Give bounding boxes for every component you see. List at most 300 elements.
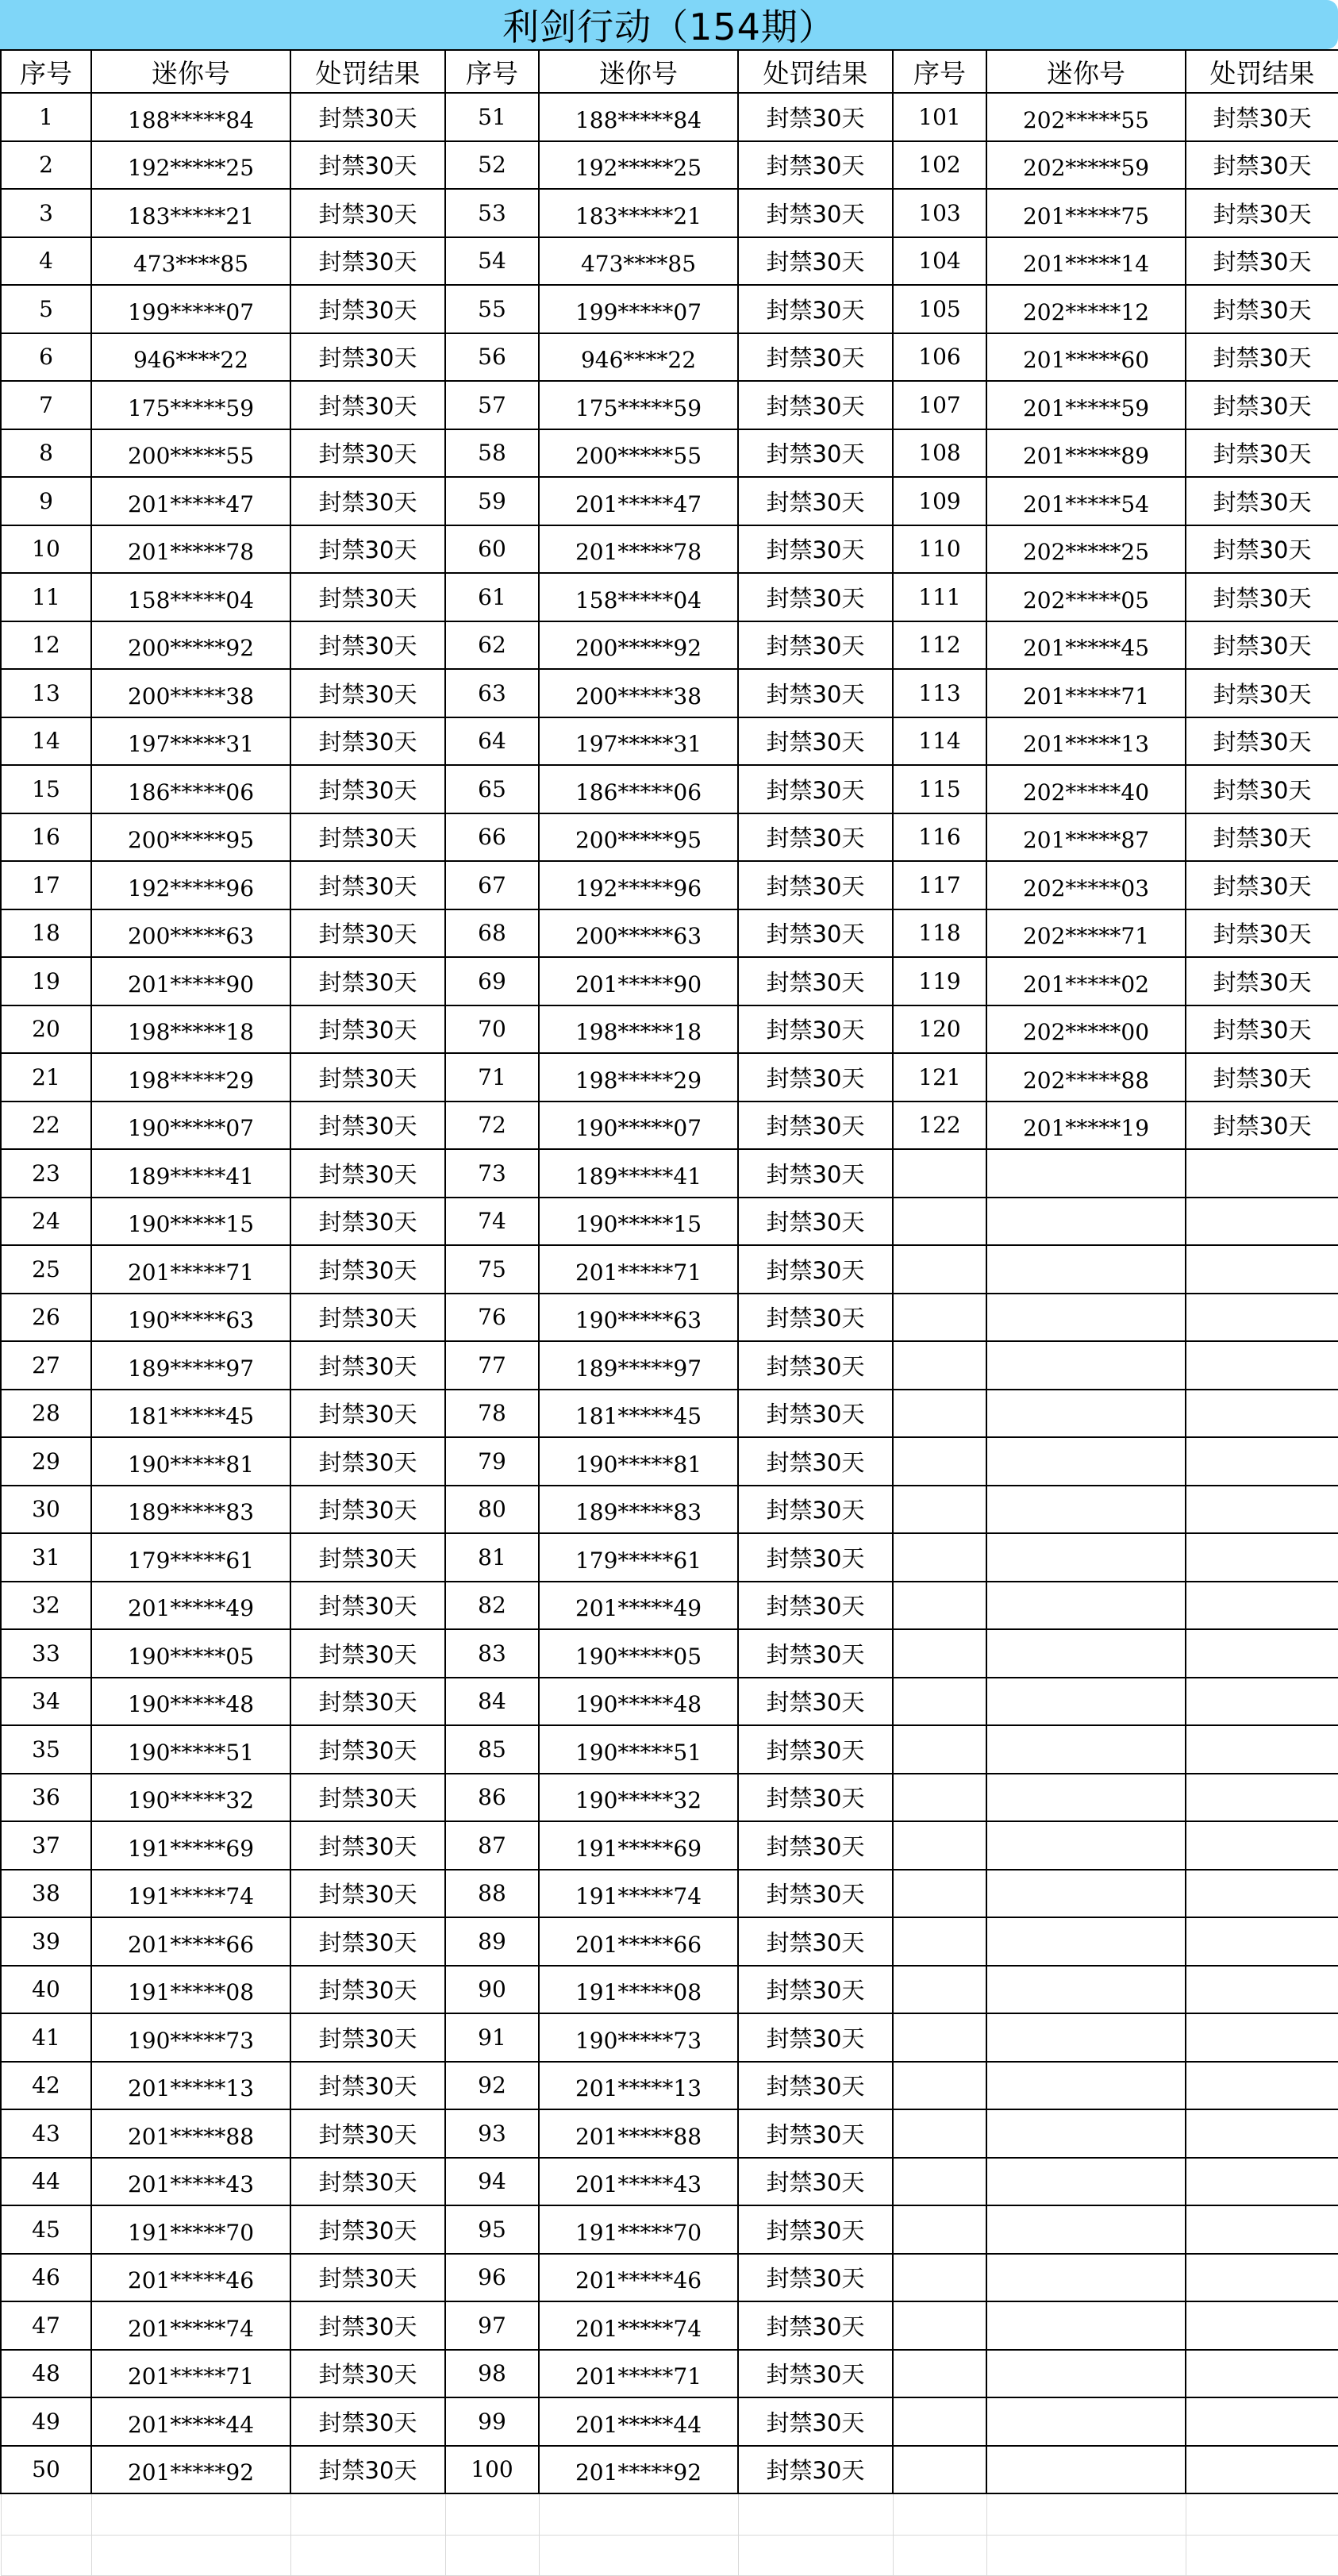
empty-cell[interactable] [893,2350,986,2398]
empty-cell[interactable] [986,1294,1186,1342]
result-cell[interactable]: 封禁30天 [738,765,893,813]
result-cell[interactable]: 封禁30天 [290,1390,445,1438]
result-cell[interactable]: 封禁30天 [290,861,445,909]
result-cell[interactable]: 封禁30天 [738,2397,893,2446]
mini-id-cell[interactable]: 201*****66 [91,1917,290,1966]
empty-cell[interactable] [986,1437,1186,1486]
mini-id-cell[interactable]: 191*****74 [91,1870,290,1918]
mini-id-cell[interactable]: 158*****04 [539,573,738,621]
result-cell[interactable]: 封禁30天 [738,1341,893,1390]
seq-cell[interactable]: 11 [1,573,91,621]
header-seq[interactable]: 序号 [893,50,986,93]
empty-cell[interactable] [893,1774,986,1822]
seq-cell[interactable]: 3 [1,189,91,237]
mini-id-cell[interactable]: 189*****97 [539,1341,738,1390]
mini-id-cell[interactable]: 189*****83 [539,1486,738,1534]
seq-cell[interactable]: 58 [445,429,539,478]
mini-id-cell[interactable]: 189*****97 [91,1341,290,1390]
result-cell[interactable]: 封禁30天 [290,1629,445,1678]
result-cell[interactable]: 封禁30天 [1186,717,1338,766]
mini-id-cell[interactable]: 179*****61 [91,1533,290,1582]
empty-cell[interactable] [986,1725,1186,1774]
result-cell[interactable]: 封禁30天 [738,477,893,525]
empty-cell[interactable] [986,1966,1186,2014]
result-cell[interactable]: 封禁30天 [738,285,893,333]
seq-cell[interactable]: 61 [445,573,539,621]
seq-cell[interactable]: 14 [1,717,91,766]
seq-cell[interactable]: 57 [445,381,539,429]
seq-cell[interactable]: 53 [445,189,539,237]
mini-id-cell[interactable]: 201*****89 [986,429,1186,478]
empty-cell[interactable] [1186,2301,1338,2350]
result-cell[interactable]: 封禁30天 [738,1053,893,1102]
result-cell[interactable]: 封禁30天 [290,2013,445,2062]
result-cell[interactable]: 封禁30天 [1186,429,1338,478]
seq-cell[interactable]: 19 [1,957,91,1005]
mini-id-cell[interactable]: 201*****13 [986,717,1186,766]
empty-cell[interactable] [893,2205,986,2254]
empty-cell[interactable] [91,2535,290,2576]
seq-cell[interactable]: 33 [1,1629,91,1678]
header-seq[interactable]: 序号 [445,50,539,93]
result-cell[interactable]: 封禁30天 [738,1005,893,1054]
result-cell[interactable]: 封禁30天 [290,1774,445,1822]
empty-cell[interactable] [1186,1966,1338,2014]
mini-id-cell[interactable]: 175*****59 [91,381,290,429]
mini-id-cell[interactable]: 202*****88 [986,1053,1186,1102]
empty-cell[interactable] [893,2158,986,2206]
mini-id-cell[interactable]: 202*****59 [986,141,1186,190]
seq-cell[interactable]: 114 [893,717,986,766]
seq-cell[interactable]: 90 [445,1966,539,2014]
seq-cell[interactable]: 71 [445,1053,539,1102]
empty-cell[interactable] [1186,1582,1338,1630]
result-cell[interactable]: 封禁30天 [738,1966,893,2014]
result-cell[interactable]: 封禁30天 [1186,237,1338,286]
mini-id-cell[interactable]: 197*****31 [539,717,738,766]
result-cell[interactable]: 封禁30天 [290,2109,445,2158]
empty-cell[interactable] [893,2109,986,2158]
mini-id-cell[interactable]: 190*****32 [539,1774,738,1822]
empty-cell[interactable] [986,2158,1186,2206]
seq-cell[interactable]: 17 [1,861,91,909]
result-cell[interactable]: 封禁30天 [738,1149,893,1198]
empty-cell[interactable] [1186,2397,1338,2446]
mini-id-cell[interactable]: 201*****54 [986,477,1186,525]
result-cell[interactable]: 封禁30天 [738,2254,893,2302]
seq-cell[interactable]: 52 [445,141,539,190]
seq-cell[interactable]: 89 [445,1917,539,1966]
mini-id-cell[interactable]: 189*****83 [91,1486,290,1534]
mini-id-cell[interactable]: 175*****59 [539,381,738,429]
result-cell[interactable]: 封禁30天 [290,1821,445,1870]
seq-cell[interactable]: 69 [445,957,539,1005]
result-cell[interactable]: 封禁30天 [290,2254,445,2302]
result-cell[interactable]: 封禁30天 [738,1725,893,1774]
seq-cell[interactable]: 34 [1,1678,91,1726]
empty-cell[interactable] [986,2254,1186,2302]
empty-cell[interactable] [893,1582,986,1630]
seq-cell[interactable]: 45 [1,2205,91,2254]
mini-id-cell[interactable]: 201*****13 [539,2062,738,2110]
seq-cell[interactable]: 18 [1,909,91,958]
mini-id-cell[interactable]: 199*****07 [91,285,290,333]
seq-cell[interactable]: 63 [445,669,539,717]
mini-id-cell[interactable]: 183*****21 [539,189,738,237]
mini-id-cell[interactable]: 201*****49 [91,1582,290,1630]
result-cell[interactable]: 封禁30天 [738,237,893,286]
result-cell[interactable]: 封禁30天 [738,861,893,909]
result-cell[interactable]: 封禁30天 [738,1678,893,1726]
seq-cell[interactable]: 43 [1,2109,91,2158]
mini-id-cell[interactable]: 192*****96 [91,861,290,909]
seq-cell[interactable]: 23 [1,1149,91,1198]
empty-cell[interactable] [986,2397,1186,2446]
empty-cell[interactable] [893,2254,986,2302]
mini-id-cell[interactable]: 191*****08 [91,1966,290,2014]
result-cell[interactable]: 封禁30天 [738,1198,893,1246]
mini-id-cell[interactable]: 202*****71 [986,909,1186,958]
empty-cell[interactable] [986,1198,1186,1246]
empty-cell[interactable] [893,1294,986,1342]
header-mini-id[interactable]: 迷你号 [539,50,738,93]
seq-cell[interactable]: 56 [445,333,539,382]
seq-cell[interactable]: 16 [1,813,91,862]
mini-id-cell[interactable]: 192*****96 [539,861,738,909]
seq-cell[interactable]: 28 [1,1390,91,1438]
seq-cell[interactable]: 102 [893,141,986,190]
seq-cell[interactable]: 7 [1,381,91,429]
empty-cell[interactable] [986,1629,1186,1678]
seq-cell[interactable]: 30 [1,1486,91,1534]
result-cell[interactable]: 封禁30天 [1186,141,1338,190]
mini-id-cell[interactable]: 200*****95 [539,813,738,862]
empty-cell[interactable] [1186,2446,1338,2494]
empty-cell[interactable] [1186,1629,1338,1678]
mini-id-cell[interactable]: 201*****71 [91,2350,290,2398]
result-cell[interactable]: 封禁30天 [1186,189,1338,237]
result-cell[interactable]: 封禁30天 [290,1582,445,1630]
result-cell[interactable]: 封禁30天 [738,2205,893,2254]
result-cell[interactable]: 封禁30天 [738,2013,893,2062]
seq-cell[interactable]: 62 [445,621,539,670]
mini-id-cell[interactable]: 189*****41 [539,1149,738,1198]
mini-id-cell[interactable]: 202*****25 [986,525,1186,574]
mini-id-cell[interactable]: 201*****78 [91,525,290,574]
result-cell[interactable]: 封禁30天 [1186,669,1338,717]
seq-cell[interactable]: 99 [445,2397,539,2446]
seq-cell[interactable]: 97 [445,2301,539,2350]
result-cell[interactable]: 封禁30天 [738,1582,893,1630]
mini-id-cell[interactable]: 201*****75 [986,189,1186,237]
mini-id-cell[interactable]: 201*****71 [91,1245,290,1294]
result-cell[interactable]: 封禁30天 [290,1053,445,1102]
result-cell[interactable]: 封禁30天 [738,957,893,1005]
result-cell[interactable]: 封禁30天 [290,1341,445,1390]
seq-cell[interactable]: 51 [445,93,539,141]
result-cell[interactable]: 封禁30天 [738,2109,893,2158]
empty-cell[interactable] [986,2350,1186,2398]
seq-cell[interactable]: 44 [1,2158,91,2206]
seq-cell[interactable]: 118 [893,909,986,958]
seq-cell[interactable]: 100 [445,2446,539,2494]
seq-cell[interactable]: 13 [1,669,91,717]
seq-cell[interactable]: 66 [445,813,539,862]
mini-id-cell[interactable]: 200*****63 [91,909,290,958]
seq-cell[interactable]: 32 [1,1582,91,1630]
result-cell[interactable]: 封禁30天 [738,909,893,958]
result-cell[interactable]: 封禁30天 [290,2350,445,2398]
seq-cell[interactable]: 54 [445,237,539,286]
empty-cell[interactable] [893,2013,986,2062]
result-cell[interactable]: 封禁30天 [290,1725,445,1774]
seq-cell[interactable]: 29 [1,1437,91,1486]
result-cell[interactable]: 封禁30天 [290,2205,445,2254]
mini-id-cell[interactable]: 191*****69 [91,1821,290,1870]
result-cell[interactable]: 封禁30天 [738,1629,893,1678]
empty-cell[interactable] [893,1437,986,1486]
result-cell[interactable]: 封禁30天 [738,1870,893,1918]
seq-cell[interactable]: 27 [1,1341,91,1390]
result-cell[interactable]: 封禁30天 [290,1149,445,1198]
result-cell[interactable]: 封禁30天 [290,93,445,141]
empty-cell[interactable] [1186,1486,1338,1534]
empty-cell[interactable] [1,2535,91,2576]
seq-cell[interactable]: 70 [445,1005,539,1054]
empty-cell[interactable] [1186,2350,1338,2398]
mini-id-cell[interactable]: 190*****05 [539,1629,738,1678]
empty-cell[interactable] [893,1870,986,1918]
mini-id-cell[interactable]: 202*****12 [986,285,1186,333]
result-cell[interactable]: 封禁30天 [290,573,445,621]
mini-id-cell[interactable]: 201*****74 [539,2301,738,2350]
mini-id-cell[interactable]: 201*****78 [539,525,738,574]
empty-cell[interactable] [1186,1294,1338,1342]
result-cell[interactable]: 封禁30天 [1186,477,1338,525]
mini-id-cell[interactable]: 201*****60 [986,333,1186,382]
header-mini-id[interactable]: 迷你号 [986,50,1186,93]
seq-cell[interactable]: 68 [445,909,539,958]
result-cell[interactable]: 封禁30天 [738,381,893,429]
mini-id-cell[interactable]: 190*****15 [539,1198,738,1246]
mini-id-cell[interactable]: 201*****87 [986,813,1186,862]
seq-cell[interactable]: 38 [1,1870,91,1918]
result-cell[interactable]: 封禁30天 [290,2301,445,2350]
empty-cell[interactable] [1186,1437,1338,1486]
mini-id-cell[interactable]: 183*****21 [91,189,290,237]
header-result[interactable]: 处罚结果 [290,50,445,93]
empty-cell[interactable] [445,2535,539,2576]
result-cell[interactable]: 封禁30天 [1186,1102,1338,1150]
result-cell[interactable]: 封禁30天 [290,765,445,813]
empty-cell[interactable] [738,2535,893,2576]
mini-id-cell[interactable]: 190*****81 [91,1437,290,1486]
result-cell[interactable]: 封禁30天 [290,669,445,717]
mini-id-cell[interactable]: 201*****47 [539,477,738,525]
result-cell[interactable]: 封禁30天 [290,1917,445,1966]
seq-cell[interactable]: 94 [445,2158,539,2206]
result-cell[interactable]: 封禁30天 [738,1102,893,1150]
mini-id-cell[interactable]: 200*****55 [91,429,290,478]
empty-cell[interactable] [986,1390,1186,1438]
mini-id-cell[interactable]: 200*****63 [539,909,738,958]
empty-cell[interactable] [1186,2013,1338,2062]
mini-id-cell[interactable]: 473****85 [91,237,290,286]
empty-cell[interactable] [290,2493,445,2535]
result-cell[interactable]: 封禁30天 [290,1966,445,2014]
mini-id-cell[interactable]: 197*****31 [91,717,290,766]
mini-id-cell[interactable]: 201*****71 [539,2350,738,2398]
mini-id-cell[interactable]: 188*****84 [539,93,738,141]
mini-id-cell[interactable]: 201*****88 [91,2109,290,2158]
result-cell[interactable]: 封禁30天 [290,285,445,333]
mini-id-cell[interactable]: 201*****02 [986,957,1186,1005]
result-cell[interactable]: 封禁30天 [290,189,445,237]
mini-id-cell[interactable]: 191*****74 [539,1870,738,1918]
seq-cell[interactable]: 103 [893,189,986,237]
result-cell[interactable]: 封禁30天 [290,1198,445,1246]
empty-cell[interactable] [986,1870,1186,1918]
empty-cell[interactable] [1186,2254,1338,2302]
mini-id-cell[interactable]: 202*****05 [986,573,1186,621]
seq-cell[interactable]: 85 [445,1725,539,1774]
result-cell[interactable]: 封禁30天 [1186,621,1338,670]
result-cell[interactable]: 封禁30天 [290,1678,445,1726]
result-cell[interactable]: 封禁30天 [738,2301,893,2350]
mini-id-cell[interactable]: 201*****14 [986,237,1186,286]
mini-id-cell[interactable]: 189*****41 [91,1149,290,1198]
mini-id-cell[interactable]: 201*****66 [539,1917,738,1966]
mini-id-cell[interactable]: 201*****43 [91,2158,290,2206]
seq-cell[interactable]: 36 [1,1774,91,1822]
result-cell[interactable]: 封禁30天 [1186,525,1338,574]
seq-cell[interactable]: 48 [1,2350,91,2398]
result-cell[interactable]: 封禁30天 [738,93,893,141]
result-cell[interactable]: 封禁30天 [290,237,445,286]
empty-cell[interactable] [893,1966,986,2014]
mini-id-cell[interactable]: 181*****45 [539,1390,738,1438]
result-cell[interactable]: 封禁30天 [738,1821,893,1870]
empty-cell[interactable] [445,2493,539,2535]
seq-cell[interactable]: 64 [445,717,539,766]
mini-id-cell[interactable]: 201*****45 [986,621,1186,670]
mini-id-cell[interactable]: 192*****25 [539,141,738,190]
seq-cell[interactable]: 49 [1,2397,91,2446]
empty-cell[interactable] [893,1341,986,1390]
mini-id-cell[interactable]: 200*****95 [91,813,290,862]
seq-cell[interactable]: 109 [893,477,986,525]
empty-cell[interactable] [893,2397,986,2446]
seq-cell[interactable]: 1 [1,93,91,141]
empty-cell[interactable] [1186,1198,1338,1246]
result-cell[interactable]: 封禁30天 [1186,93,1338,141]
seq-cell[interactable]: 8 [1,429,91,478]
result-cell[interactable]: 封禁30天 [1186,1005,1338,1054]
mini-id-cell[interactable]: 191*****69 [539,1821,738,1870]
empty-cell[interactable] [1186,1725,1338,1774]
result-cell[interactable]: 封禁30天 [290,717,445,766]
empty-cell[interactable] [1186,2062,1338,2110]
empty-cell[interactable] [1186,1533,1338,1582]
seq-cell[interactable]: 35 [1,1725,91,1774]
empty-cell[interactable] [539,2535,738,2576]
mini-id-cell[interactable]: 201*****44 [539,2397,738,2446]
mini-id-cell[interactable]: 201*****43 [539,2158,738,2206]
seq-cell[interactable]: 117 [893,861,986,909]
result-cell[interactable]: 封禁30天 [738,2062,893,2110]
mini-id-cell[interactable]: 199*****07 [539,285,738,333]
seq-cell[interactable]: 75 [445,1245,539,1294]
empty-cell[interactable] [986,1678,1186,1726]
result-cell[interactable]: 封禁30天 [290,957,445,1005]
mini-id-cell[interactable]: 201*****13 [91,2062,290,2110]
result-cell[interactable]: 封禁30天 [290,429,445,478]
result-cell[interactable]: 封禁30天 [738,1245,893,1294]
empty-cell[interactable] [986,1821,1186,1870]
seq-cell[interactable]: 101 [893,93,986,141]
result-cell[interactable]: 封禁30天 [738,813,893,862]
empty-cell[interactable] [1186,1774,1338,1822]
seq-cell[interactable]: 4 [1,237,91,286]
result-cell[interactable]: 封禁30天 [1186,285,1338,333]
seq-cell[interactable]: 46 [1,2254,91,2302]
header-result[interactable]: 处罚结果 [1186,50,1338,93]
seq-cell[interactable]: 92 [445,2062,539,2110]
result-cell[interactable]: 封禁30天 [738,1486,893,1534]
result-cell[interactable]: 封禁30天 [1186,1053,1338,1102]
empty-cell[interactable] [893,1821,986,1870]
empty-cell[interactable] [1186,1390,1338,1438]
empty-cell[interactable] [539,2493,738,2535]
seq-cell[interactable]: 25 [1,1245,91,1294]
mini-id-cell[interactable]: 201*****46 [539,2254,738,2302]
seq-cell[interactable]: 10 [1,525,91,574]
seq-cell[interactable]: 21 [1,1053,91,1102]
seq-cell[interactable]: 93 [445,2109,539,2158]
mini-id-cell[interactable]: 190*****07 [539,1102,738,1150]
header-result[interactable]: 处罚结果 [738,50,893,93]
seq-cell[interactable]: 2 [1,141,91,190]
result-cell[interactable]: 封禁30天 [738,621,893,670]
empty-cell[interactable] [893,2301,986,2350]
mini-id-cell[interactable]: 198*****29 [91,1053,290,1102]
empty-cell[interactable] [1186,1870,1338,1918]
mini-id-cell[interactable]: 202*****03 [986,861,1186,909]
seq-cell[interactable]: 80 [445,1486,539,1534]
result-cell[interactable]: 封禁30天 [1186,861,1338,909]
seq-cell[interactable]: 73 [445,1149,539,1198]
seq-cell[interactable]: 95 [445,2205,539,2254]
result-cell[interactable]: 封禁30天 [290,1486,445,1534]
mini-id-cell[interactable]: 201*****92 [539,2446,738,2494]
mini-id-cell[interactable]: 200*****38 [539,669,738,717]
empty-cell[interactable] [986,2535,1186,2576]
seq-cell[interactable]: 60 [445,525,539,574]
result-cell[interactable]: 封禁30天 [290,621,445,670]
result-cell[interactable]: 封禁30天 [738,333,893,382]
result-cell[interactable]: 封禁30天 [290,1102,445,1150]
mini-id-cell[interactable]: 200*****55 [539,429,738,478]
seq-cell[interactable]: 74 [445,1198,539,1246]
mini-id-cell[interactable]: 186*****06 [539,765,738,813]
result-cell[interactable]: 封禁30天 [1186,381,1338,429]
mini-id-cell[interactable]: 201*****44 [91,2397,290,2446]
seq-cell[interactable]: 37 [1,1821,91,1870]
result-cell[interactable]: 封禁30天 [290,2062,445,2110]
mini-id-cell[interactable]: 201*****74 [91,2301,290,2350]
seq-cell[interactable]: 116 [893,813,986,862]
seq-cell[interactable]: 39 [1,1917,91,1966]
